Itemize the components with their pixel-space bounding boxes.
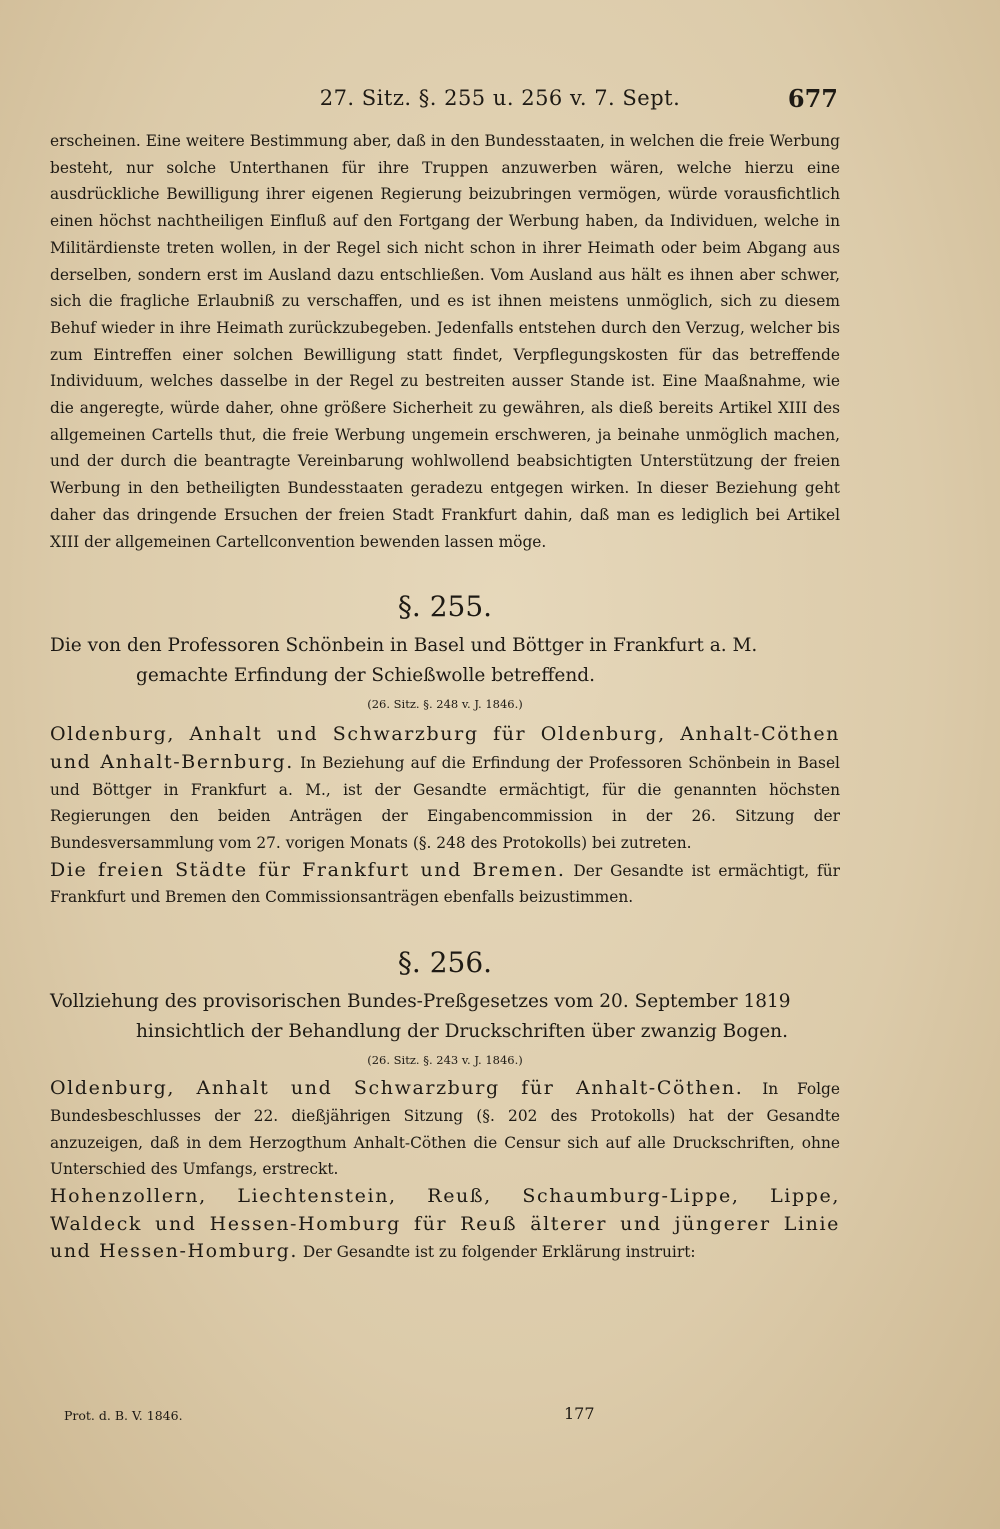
section-256-para1-text: In Folge Bundesbeschlusses der 22. dießjährigen Sitzung (§. 202 des Protokolls) hat der Gesandte anzuzeigen, daß in dem Herzogthum Anhalt-Cöthen die Censur sich auf alle Druckschriften, ohne Unterschied des Umfangs, erstreckt.	[50, 1080, 840, 1179]
section-255-title	[50, 631, 840, 691]
section-256-mark: §. 256.	[397, 946, 493, 980]
section-255-reference: (26. Sitz. §. 248 v. J. 1846.)	[367, 697, 523, 712]
section-255-para1-text: In Beziehung auf die Erfindung der Professoren Schönbein in Basel und Böttger in Frankfurt a. M., ist der Gesandte ermächtigt, für die genannten höchsten Regierungen den beiden Anträgen der Eingabencommission in der 26. Sitzung der Bundesversammlung vom 27. vorigen Monats (§. 248 des Protokolls) bei zutreten.	[50, 753, 840, 853]
section-255-para2-text: Der Gesandte ist ermächtigt, für Frankfurt und Bremen den Commissionsanträgen ebenfalls beizustimmen.	[50, 861, 840, 907]
section-256-title	[50, 987, 840, 1047]
section-256-paragraph-1	[50, 1075, 840, 1183]
section-255-title-line2: gemachte Erfindung der Schießwolle betreffend.	[136, 665, 595, 687]
section-256	[50, 945, 840, 1266]
page-body	[50, 128, 840, 1266]
section-256-para2-text: Der Gesandte ist zu folgender Erklärung instruirt:	[302, 1243, 696, 1262]
section-256-para1-states: Oldenburg, Anhalt und Schwarzburg für Anhalt-Cöthen.	[50, 1077, 744, 1100]
section-256-para2-states: Hohenzollern, Liechtenstein, Reuß, Schaumburg-Lippe, Lippe, Waldeck und Hessen-Homburg für Reuß älterer und jüngerer Linie und Hessen-Homburg.	[50, 1184, 840, 1263]
intro-paragraph-text: erscheinen. Eine weitere Bestimmung aber, daß in den Bundesstaaten, in welchen die freie Werbung besteht, nur solche Unterthanen für ihre Truppen anzuwerben wären, welche hierzu eine ausdrückliche Bewilligung ihrer eigenen Regierung beizubringen vermögen, würde vorausfichtlich einen höchst nachtheiligen Einfluß auf den Fortgang der Werbung haben, da Individuen, welche in Militärdienste treten wollen, in der Regel sich nicht schon in ihrer Heimath oder beim Abgang aus derselben, sondern erst im Ausland dazu entschließen. Vom Ausland aus hält es ihnen aber schwer, sich die fragliche Erlaubniß zu verschaffen, und es ist ihnen meistens unmöglich, sich zu diesem Behuf wieder in ihre Heimath zurückzubegeben. Jedenfalls entstehen durch den Verzug, welcher bis zum Eintreffen einer solchen Bewilligung statt findet, Verpflegungskosten für das betreffende Individuum, welches dasselbe in der Regel zu bestreiten ausser Stande ist. Eine Maaßnahme, wie die angeregte, würde daher, ohne größere Sicherheit zu gewähren, als dieß bereits Artikel XIII des allgemeinen Cartells thut, die freie Werbung ungemein erschweren, ja beinahe unmöglich machen, und der durch die beantragte Vereinbarung wohlwollend beabsichtigten Unterstützung der freien Werbung in den betheiligten Bundesstaaten geradezu entgegen wirken. In dieser Beziehung geht daher das dringende Ersuchen der freien Stadt Frankfurt dahin, daß man es lediglich bei Artikel XIII der allgemeinen Cartellconvention bewenden lassen möge.	[50, 132, 840, 551]
footer-sheet-number: 177	[564, 1404, 595, 1423]
section-255-para1-states: Oldenburg, Anhalt und Schwarzburg für Oldenburg, Anhalt-Cöthen und Anhalt-Bernburg.	[50, 723, 840, 773]
section-255-mark: §. 255.	[397, 590, 493, 624]
section-256-title-line2: hinsichtlich der Behandlung der Druckschriften über zwanzig Bogen.	[136, 1021, 788, 1043]
intro-paragraph	[50, 128, 840, 555]
footer-signature: Prot. d. B. V. 1846.	[64, 1408, 183, 1423]
running-head	[0, 82, 1000, 122]
section-256-reference: (26. Sitz. §. 243 v. J. 1846.)	[367, 1053, 523, 1068]
section-256-title-line1: Vollziehung des provisorischen Bundes-Preßgesetzes vom 20. September 1819	[50, 991, 791, 1013]
section-255-paragraph-2	[50, 857, 840, 911]
section-255-paragraph-1	[50, 721, 840, 857]
page-number: 677	[787, 84, 838, 113]
section-256-paragraph-2	[50, 1183, 840, 1266]
section-255-title-line1: Die von den Professoren Schönbein in Basel und Böttger in Frankfurt a. M.	[50, 635, 758, 657]
section-255	[50, 589, 840, 911]
running-head-title: 27. Sitz. §. 255 u. 256 v. 7. Sept.	[319, 86, 681, 110]
section-255-para2-states: Die freien Städte für Frankfurt und Bremen.	[50, 858, 566, 881]
page-footer	[64, 1404, 824, 1434]
